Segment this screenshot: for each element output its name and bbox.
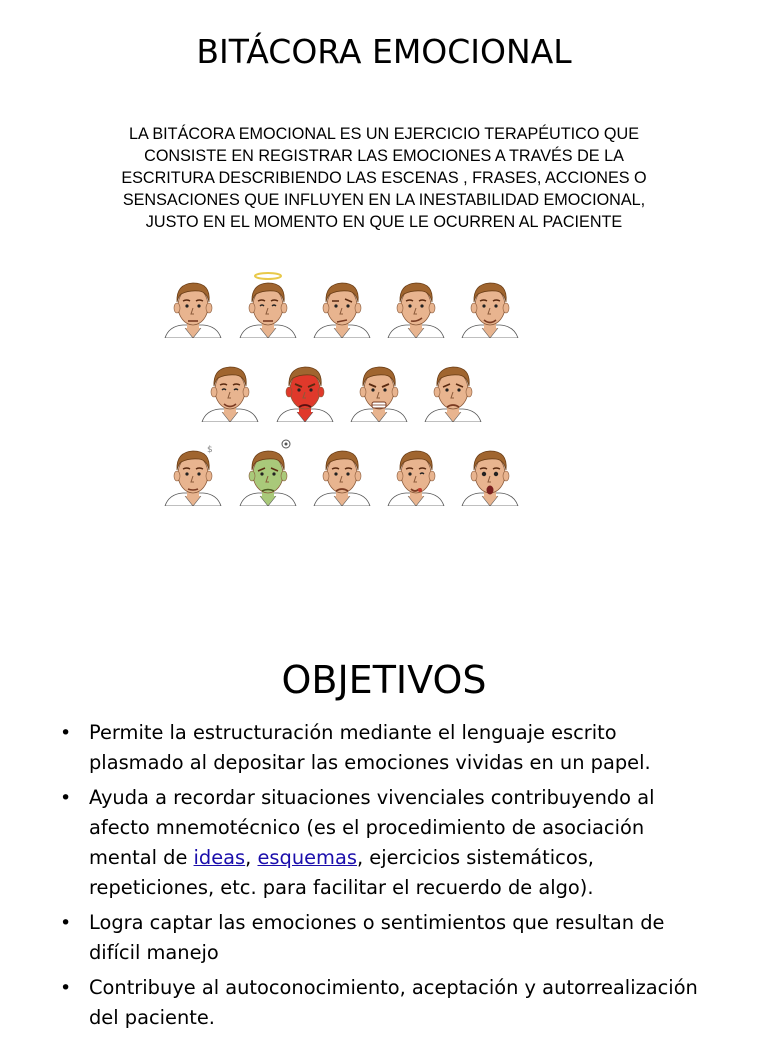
objective-item (58, 908, 698, 968)
link-esquemas[interactable]: esquemas (257, 846, 357, 869)
objective-text: Permite la estructuración mediante el lenguaje escrito plasmado al depositar las emociones vividas en un papel. (89, 721, 651, 774)
objectives-list (58, 718, 698, 1038)
face-greedy-icon (163, 436, 223, 506)
face-frustrated-icon (349, 352, 409, 422)
bullet-icon: • (60, 912, 72, 934)
intro-line: LA BITÁCORA EMOCIONAL ES UN EJERCICIO TERAPÉUTICO QUE (128, 125, 639, 143)
link-ideas[interactable]: ideas (193, 846, 246, 869)
face-doubtful-icon (312, 268, 372, 338)
svg-text:$: $ (207, 445, 213, 455)
face-angry-icon (275, 352, 335, 422)
face-smirk-icon (386, 268, 446, 338)
bullet-icon: • (60, 977, 72, 999)
face-happy-icon (200, 352, 260, 422)
intro-line: ESCRITURA DESCRIBIENDO LAS ESCENAS , FRASES, ACCIONES O (121, 169, 647, 187)
face-angelic-icon (238, 268, 298, 338)
face-neutral-icon (163, 268, 223, 338)
bullet-icon: • (60, 787, 72, 809)
intro-line: SENSACIONES QUE INFLUYEN EN LA INESTABILIDAD EMOCIONAL, (122, 191, 646, 209)
face-sad-icon (423, 352, 483, 422)
intro-line: CONSISTE EN REGISTRAR LAS EMOCIONES A TRAVÉS DE LA (144, 147, 624, 165)
objective-text: Contribuye al autoconocimiento, aceptación y autorrealización del paciente. (89, 976, 698, 1029)
objective-item (58, 783, 698, 903)
face-sick-icon (238, 436, 298, 506)
intro-line: JUSTO EN EL MOMENTO EN QUE LE OCURREN AL PACIENTE (145, 213, 623, 231)
objective-item (58, 973, 698, 1033)
face-surprised-icon (460, 436, 520, 506)
objective-text-part: , (245, 846, 258, 869)
face-content-icon (460, 268, 520, 338)
face-bored-icon (312, 436, 372, 506)
slide-title: BITÁCORA EMOCIONAL (196, 32, 572, 71)
objective-text (89, 786, 654, 899)
objective-text-part: , ejercicios sistemáticos, repeticiones, etc. para facilitar el recuerdo de algo). (89, 846, 594, 899)
bullet-icon: • (60, 722, 72, 744)
face-wink-icon (386, 436, 446, 506)
objective-item (58, 718, 698, 778)
slide-objetivos (0, 640, 768, 1029)
objective-text: Logra captar las emociones o sentimientos que resultan de difícil manejo (89, 911, 665, 964)
objective-text-part: Ayuda a recordar situaciones vivenciales contribuyendo al afecto mnemotécnico (es el procedimiento de asociación mental de (89, 786, 655, 869)
section-title: OBJETIVOS (281, 658, 487, 702)
